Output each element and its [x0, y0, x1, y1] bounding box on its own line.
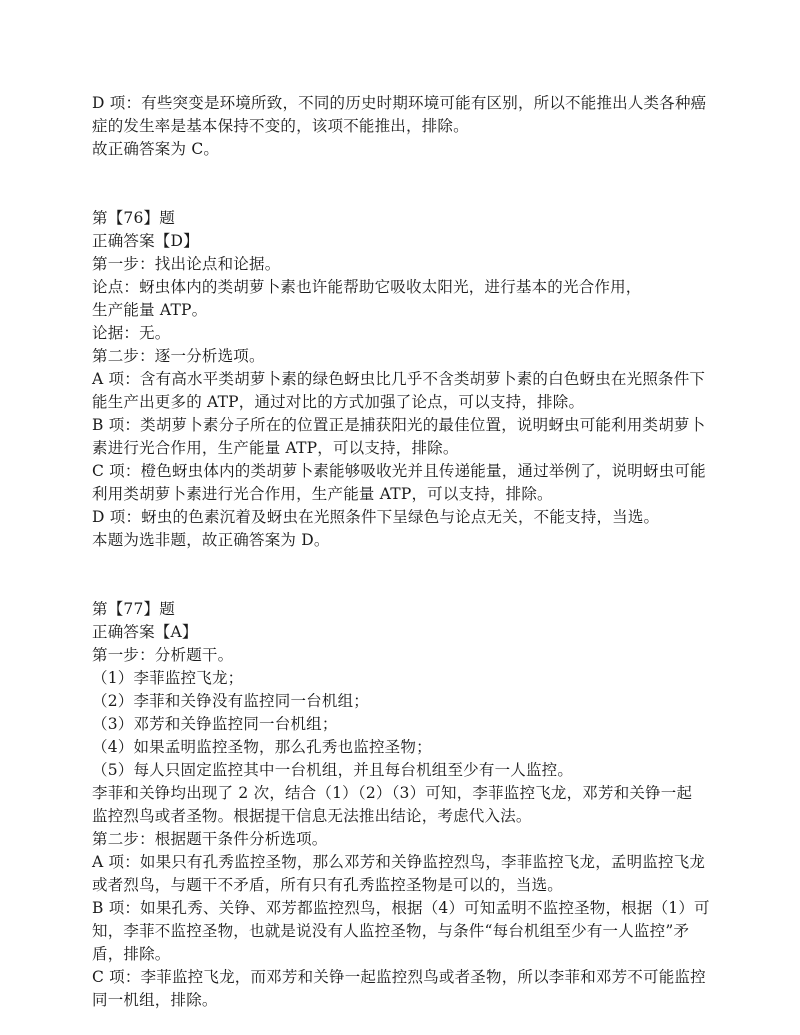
text-line: 李菲和关铮均出现了 2 次，结合（1）（2）（3）可知，李菲监控飞龙，邓芳和关铮一起: [92, 784, 693, 802]
text-line: 盾，排除。: [92, 945, 171, 963]
intro-section: [92, 92, 712, 161]
question-77-section: [92, 598, 712, 1012]
text-line: 第二步：根据题干条件分析选项。: [92, 830, 328, 848]
correct-answer: 正确答案【A】: [92, 623, 198, 641]
text-line: 症的发生率是基本保持不变的，该项不能推出，排除。: [92, 117, 469, 135]
text-line: 知，李菲不监控圣物，也就是说没有人监控圣物，与条件“每台机组至少有一人监控”矛: [92, 922, 690, 940]
text-line: 生产能量 ATP。: [92, 301, 208, 319]
text-line: 本题为选非题，故正确答案为 D。: [92, 531, 330, 549]
text-line: 论点：蚜虫体内的类胡萝卜素也许能帮助它吸收太阳光，进行基本的光合作用，: [92, 278, 642, 296]
text-line: （1）李菲监控飞龙；: [92, 669, 244, 687]
text-line: A 项：含有高水平类胡萝卜素的绿色蚜虫比几乎不含类胡萝卜素的白色蚜虫在光照条件下: [92, 370, 706, 388]
text-line: 论据：无。: [92, 324, 171, 342]
text-line: 第一步：找出论点和论据。: [92, 255, 281, 273]
text-line: D 项：蚜虫的色素沉着及蚜虫在光照条件下呈绿色与论点无关，不能支持，当选。: [92, 508, 660, 526]
text-line: 利用类胡萝卜素进行光合作用，生产能量 ATP，可以支持，排除。: [92, 485, 553, 503]
question-heading: 第【76】题: [92, 209, 175, 227]
text-line: A 项：如果只有孔秀监控圣物，那么邓芳和关铮监控烈鸟，李菲监控飞龙，孟明监控飞龙: [92, 853, 706, 871]
correct-answer: 正确答案【D】: [92, 232, 199, 250]
text-line: （4）如果孟明监控圣物，那么孔秀也监控圣物；: [92, 738, 432, 756]
text-line: C 项：橙色蚜虫体内的类胡萝卜素能够吸收光并且传递能量，通过举例了，说明蚜虫可能: [92, 462, 706, 480]
text-line: 同一机组，排除。: [92, 991, 218, 1009]
text-line: C 项：李菲监控飞龙，而邓芳和关铮一起监控烈鸟或者圣物，所以李菲和邓芳不可能监控: [92, 968, 706, 986]
text-line: D 项：有些突变是环境所致，不同的历史时期环境可能有区别，所以不能推出人类各种癌: [92, 94, 707, 112]
text-line: 第二步：逐一分析选项。: [92, 347, 265, 365]
text-line: 第一步：分析题干。: [92, 646, 234, 664]
text-line: （5）每人只固定监控其中一台机组，并且每台机组至少有一人监控。: [92, 761, 574, 779]
text-line: B 项：类胡萝卜素分子所在的位置正是捕获阳光的最佳位置，说明蚜虫可能利用类胡萝卜: [92, 416, 706, 434]
text-line: （3）邓芳和关铮监控同一台机组；: [92, 715, 338, 733]
document-page: [92, 92, 712, 1012]
text-line: B 项：如果孔秀、关铮、邓芳都监控烈鸟，根据（4）可知孟明不监控圣物，根据（1）可: [92, 899, 710, 917]
text-line: 或者烈鸟，与题干不矛盾，所有只有孔秀监控圣物是可以的，当选。: [92, 876, 564, 894]
text-line: 素进行光合作用，生产能量 ATP，可以支持，排除。: [92, 439, 459, 457]
question-heading: 第【77】题: [92, 600, 175, 618]
text-line: （2）李菲和关铮没有监控同一台机组；: [92, 692, 369, 710]
text-line: 故正确答案为 C。: [92, 140, 220, 158]
question-76-section: [92, 207, 712, 552]
text-line: 监控烈鸟或者圣物。根据提干信息无法推出结论，考虑代入法。: [92, 807, 532, 825]
text-line: 能生产出更多的 ATP，通过对比的方式加强了论点，可以支持，排除。: [92, 393, 585, 411]
